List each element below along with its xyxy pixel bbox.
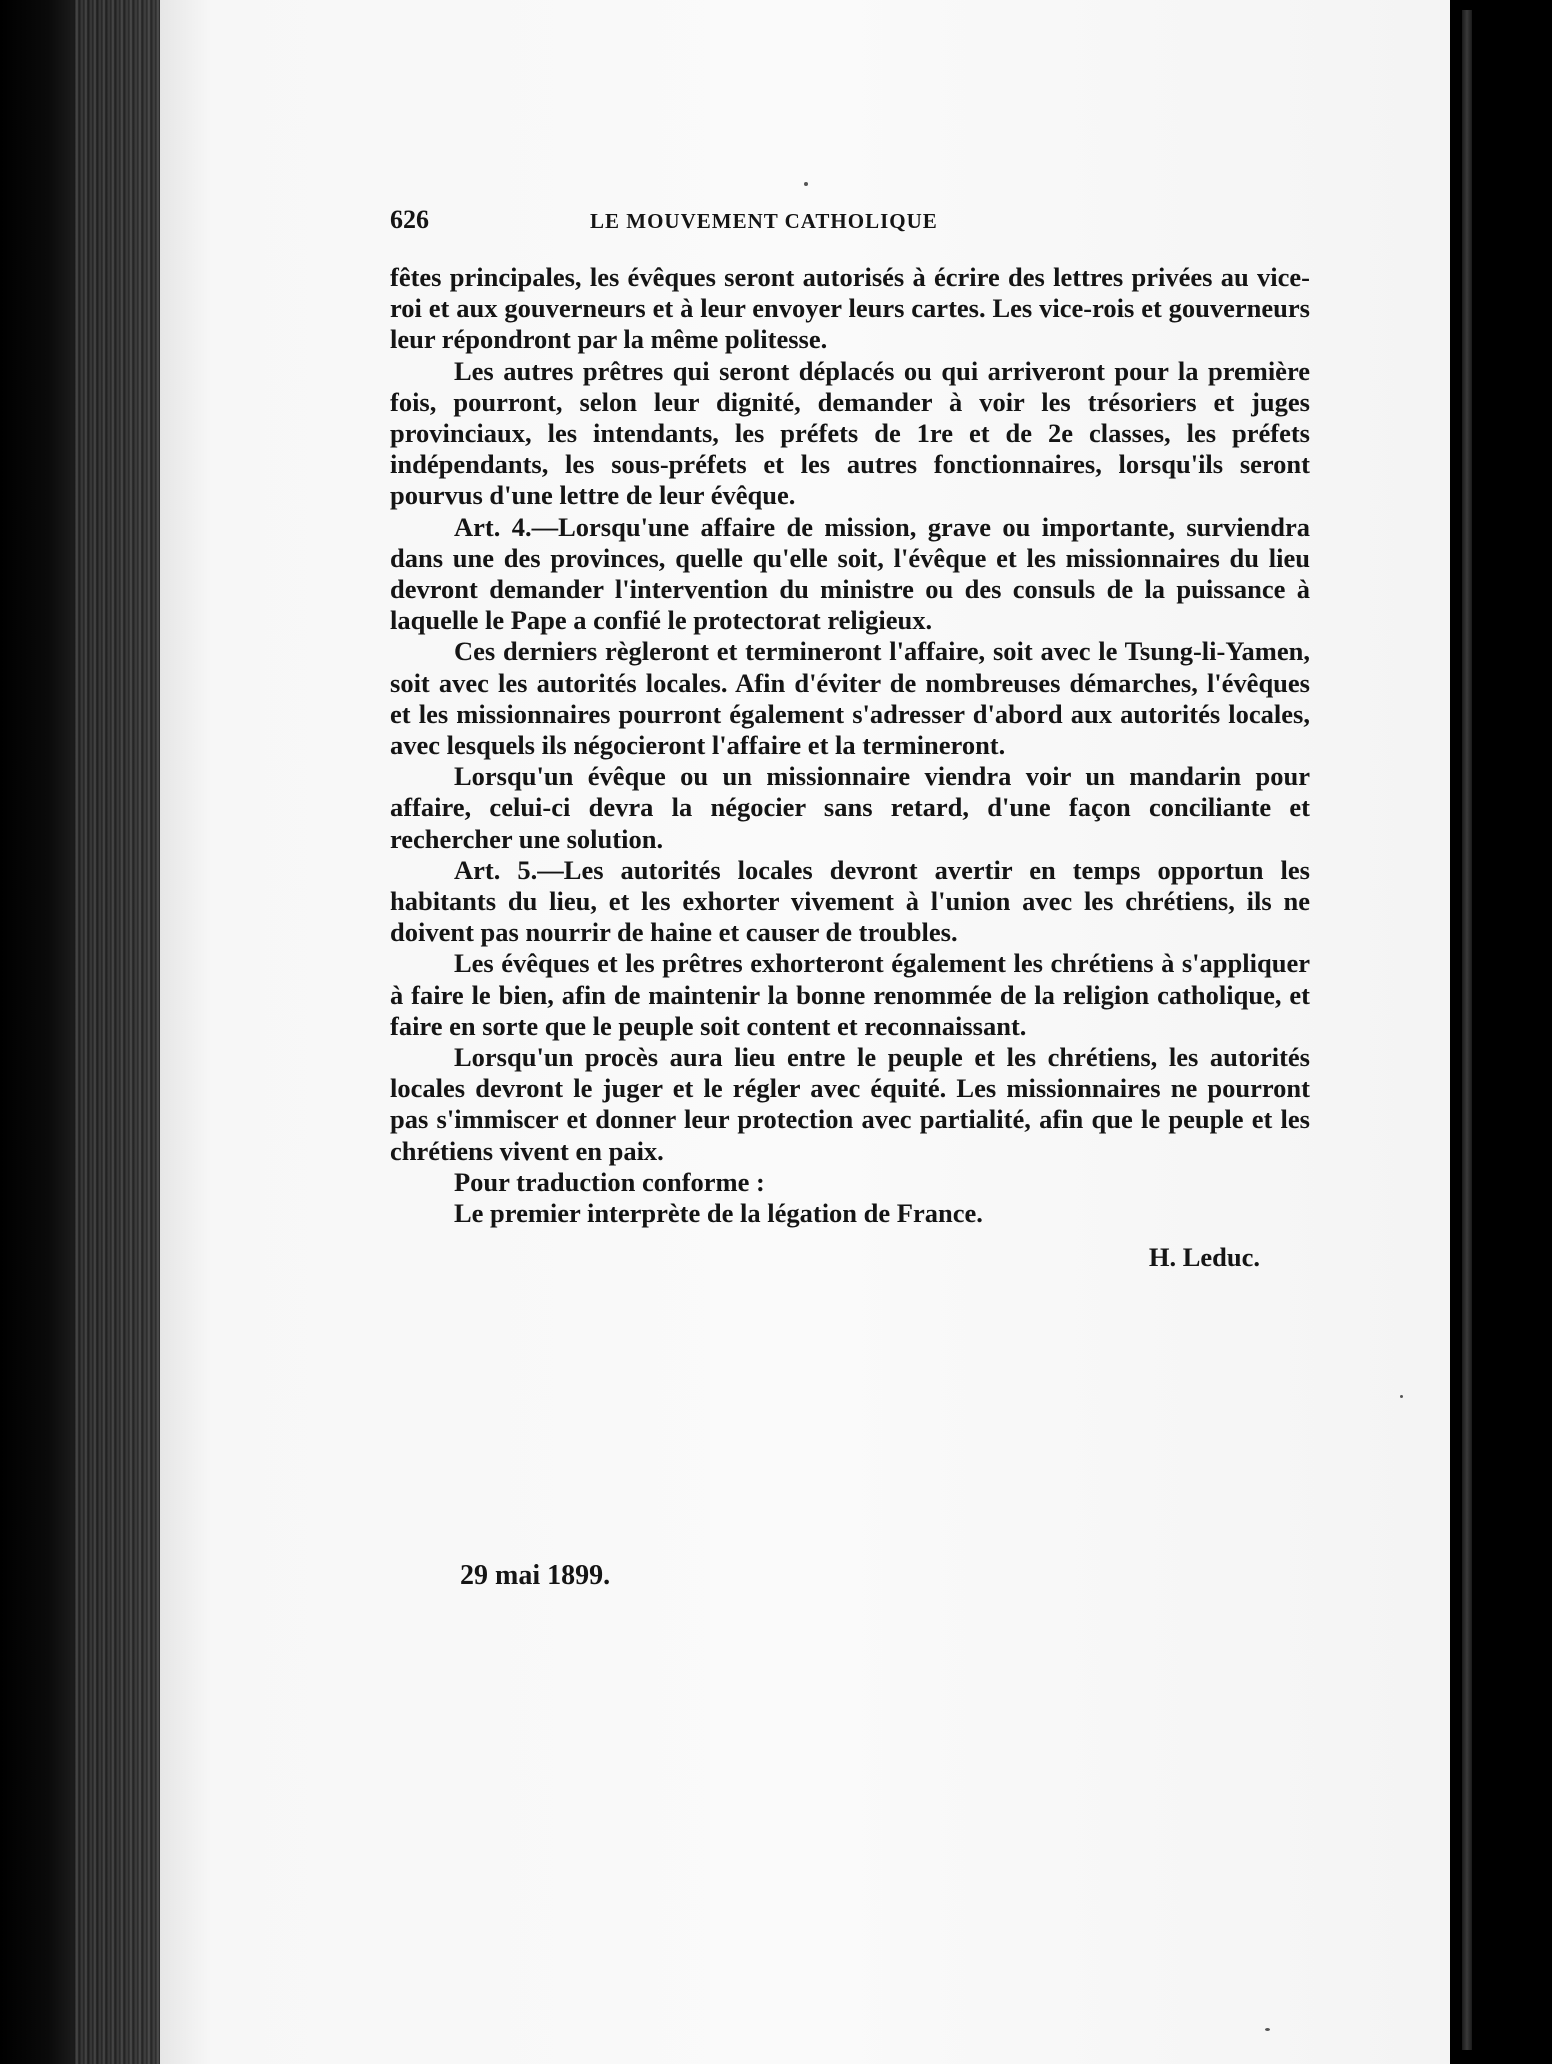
translator-title: Le premier interprète de la légation de France. — [454, 1198, 983, 1229]
book-edge-strip — [1462, 10, 1472, 2050]
running-head: LE MOUVEMENT CATHOLIQUE — [590, 209, 938, 233]
paragraph: Les évêques et les prêtres exhorteront également les chrétiens à s'appliquer à faire le bien, afin de maintenir la bonne renommée de la religion catholique, et faire en sorte que le peuple soit content et reconnaissant. — [390, 948, 1310, 1041]
page-header — [390, 205, 1310, 245]
document-date: 29 mai 1899. — [460, 1560, 611, 1591]
page-edges — [75, 0, 160, 2064]
translation-note: Pour traduction conforme : — [454, 1166, 765, 1197]
scan-speck — [1400, 1395, 1403, 1398]
paragraph: Ces derniers règleront et termineront l'affaire, soit avec le Tsung-li-Yamen, soit avec les autorités locales. Afin d'éviter de nombreuses démarches, l'évêques et les missionnaires pourront également s'adresser d'abord aux autorités locales, avec lesquels ils négocieront l'affaire et la termineront. — [390, 636, 1310, 761]
paragraph: fêtes principales, les évêques seront autorisés à écrire des lettres privées au vice-roi et aux gouverneurs et à leur envoyer leurs cartes. Les vice-rois et gouverneurs leur répondront par la même politesse. — [390, 262, 1310, 355]
body-text — [390, 262, 1310, 1229]
signature: H. Leduc. — [1148, 1242, 1260, 1273]
paragraph: Lorsqu'un procès aura lieu entre le peuple et les chrétiens, les autorités locales devront le juger et le régler avec équité. Les missionnaires ne pourront pas s'immiscer et donner leur protection avec partialité, afin que le peuple et les chrétiens vivent en paix. — [390, 1042, 1310, 1166]
page-number: 626 — [390, 205, 429, 234]
paragraph: Les autres prêtres qui seront déplacés ou qui arriveront pour la première fois, pourront, selon leur dignité, demander à voir les trésoriers et juges provinciaux, les intendants, les préfets de 1re et de 2e classes, les préfets indépendants, les sous-préfets et les autres fonctionnaires, lorsqu'ils seront pourvus d'une lettre de leur évêque. — [390, 355, 1310, 511]
paragraph-article-4: Art. 4.—Lorsqu'une affaire de mission, grave ou importante, surviendra dans une des provinces, quelle qu'elle soit, l'évêque et les missionnaires du lieu devront demander l'intervention du ministre ou des consuls de la puissance à laquelle le Pape a confié le protectorat religieux. — [390, 511, 1310, 636]
paragraph-article-5: Art. 5.—Les autorités locales devront avertir en temps opportun les habitants du lieu, et les exhorter vivement à l'union avec les chrétiens, ils ne doivent pas nourrir de haine et causer de troubles. — [390, 854, 1310, 948]
scan-speck — [804, 182, 808, 186]
scan-speck — [1265, 2028, 1270, 2031]
page-content — [390, 205, 1310, 1277]
paragraph: Lorsqu'un évêque ou un missionnaire viendra voir un mandarin pour affaire, celui-ci devra la négocier sans retard, d'une façon conciliante et rechercher une solution. — [390, 761, 1310, 854]
